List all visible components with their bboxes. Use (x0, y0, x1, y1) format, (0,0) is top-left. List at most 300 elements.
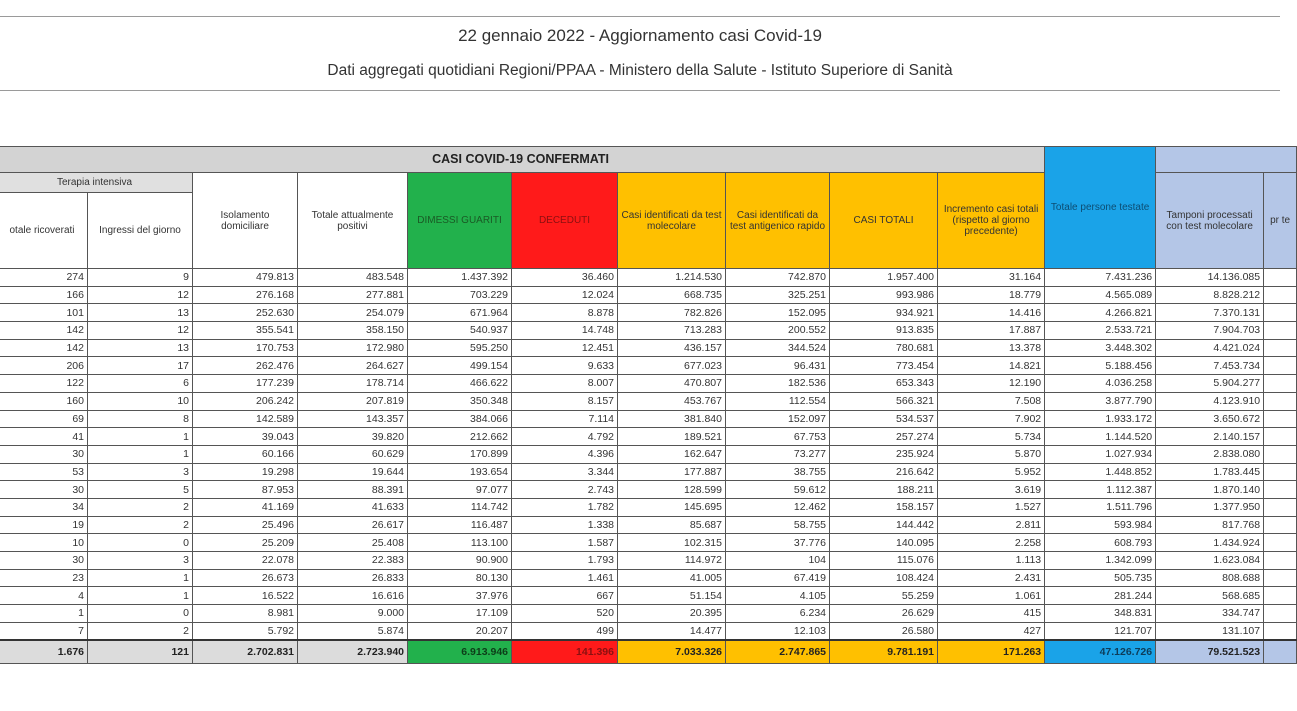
cell-casi-test-molecolare: 145.695 (618, 498, 726, 516)
cell-deceduti: 36.460 (512, 269, 618, 287)
cell-incremento-casi: 14.821 (938, 357, 1045, 375)
cell-totale-ricoverati: 34 (0, 498, 88, 516)
total-totale-persone-testate: 47.126.726 (1045, 640, 1156, 664)
cell-totale-persone-testate: 593.984 (1045, 516, 1156, 534)
cell-partial (1264, 269, 1297, 287)
col-header-casi-totali: CASI TOTALI (830, 173, 938, 269)
cell-casi-totali: 993.986 (830, 286, 938, 304)
cell-isolamento-domiciliare: 262.476 (193, 357, 298, 375)
cell-casi-test-antigenico: 152.095 (726, 304, 830, 322)
group-header-terapia-intensiva: Terapia intensiva (0, 173, 193, 193)
cell-totale-attualmente-positivi: 178.714 (298, 375, 408, 393)
cell-ingressi-del-giorno: 2 (88, 622, 193, 640)
cell-isolamento-domiciliare: 5.792 (193, 622, 298, 640)
cell-dimessi-guariti: 17.109 (408, 605, 512, 623)
cell-totale-persone-testate: 1.342.099 (1045, 552, 1156, 570)
col-header-casi-test-antigenico: Casi identificati da test antigenico rapido (726, 173, 830, 269)
cell-casi-test-antigenico: 742.870 (726, 269, 830, 287)
table-row (0, 269, 1297, 287)
cell-partial (1264, 463, 1297, 481)
cell-totale-ricoverati: 1 (0, 605, 88, 623)
cell-casi-test-antigenico: 12.462 (726, 498, 830, 516)
cell-dimessi-guariti: 80.130 (408, 569, 512, 587)
cell-totale-attualmente-positivi: 26.617 (298, 516, 408, 534)
cell-tamponi-molecolare: 14.136.085 (1156, 269, 1264, 287)
cell-dimessi-guariti: 1.437.392 (408, 269, 512, 287)
cell-partial (1264, 445, 1297, 463)
cell-casi-test-antigenico: 67.419 (726, 569, 830, 587)
top-rule (0, 16, 1280, 17)
cell-deceduti: 8.878 (512, 304, 618, 322)
table-row (0, 534, 1297, 552)
cell-isolamento-domiciliare: 252.630 (193, 304, 298, 322)
total-partial (1264, 640, 1297, 664)
cell-casi-test-molecolare: 102.315 (618, 534, 726, 552)
cell-totale-persone-testate: 4.036.258 (1045, 375, 1156, 393)
cell-incremento-casi: 31.164 (938, 269, 1045, 287)
cell-casi-test-antigenico: 58.755 (726, 516, 830, 534)
cell-totale-ricoverati: 274 (0, 269, 88, 287)
cell-deceduti: 1.338 (512, 516, 618, 534)
total-casi-test-antigenico: 2.747.865 (726, 640, 830, 664)
cell-incremento-casi: 13.378 (938, 339, 1045, 357)
cell-totale-attualmente-positivi: 254.079 (298, 304, 408, 322)
table-row (0, 322, 1297, 340)
cell-isolamento-domiciliare: 177.239 (193, 375, 298, 393)
cell-totale-ricoverati: 10 (0, 534, 88, 552)
cell-ingressi-del-giorno: 3 (88, 552, 193, 570)
cell-incremento-casi: 12.190 (938, 375, 1045, 393)
col-header-totale-persone-testate: Totale persone testate (1045, 147, 1156, 269)
table-row (0, 587, 1297, 605)
cell-casi-test-molecolare: 20.395 (618, 605, 726, 623)
cell-incremento-casi: 14.416 (938, 304, 1045, 322)
cell-isolamento-domiciliare: 87.953 (193, 481, 298, 499)
cell-tamponi-molecolare: 7.904.703 (1156, 322, 1264, 340)
cell-incremento-casi: 5.870 (938, 445, 1045, 463)
cell-totale-persone-testate: 281.244 (1045, 587, 1156, 605)
table-row (0, 516, 1297, 534)
cell-casi-test-molecolare: 470.807 (618, 375, 726, 393)
table-row (0, 622, 1297, 640)
cell-totale-ricoverati: 30 (0, 445, 88, 463)
cell-totale-attualmente-positivi: 25.408 (298, 534, 408, 552)
cell-incremento-casi: 427 (938, 622, 1045, 640)
cell-casi-test-antigenico: 59.612 (726, 481, 830, 499)
cell-incremento-casi: 1.113 (938, 552, 1045, 570)
total-ingressi-del-giorno: 121 (88, 640, 193, 664)
cell-tamponi-molecolare: 4.123.910 (1156, 392, 1264, 410)
cell-totale-ricoverati: 122 (0, 375, 88, 393)
col-header-dimessi-guariti: DIMESSI GUARITI (408, 173, 512, 269)
cell-incremento-casi: 2.811 (938, 516, 1045, 534)
cell-partial (1264, 375, 1297, 393)
cell-tamponi-molecolare: 808.688 (1156, 569, 1264, 587)
cell-dimessi-guariti: 466.622 (408, 375, 512, 393)
cell-casi-test-antigenico: 67.753 (726, 428, 830, 446)
cell-isolamento-domiciliare: 22.078 (193, 552, 298, 570)
cell-casi-totali: 115.076 (830, 552, 938, 570)
cell-partial (1264, 339, 1297, 357)
table-row (0, 552, 1297, 570)
total-incremento-casi: 171.263 (938, 640, 1045, 664)
cell-totale-ricoverati: 23 (0, 569, 88, 587)
table-row (0, 304, 1297, 322)
page-title: 22 gennaio 2022 - Aggiornamento casi Covid-19 (458, 26, 822, 45)
cell-casi-test-molecolare: 189.521 (618, 428, 726, 446)
total-casi-test-molecolare: 7.033.326 (618, 640, 726, 664)
cell-casi-test-molecolare: 51.154 (618, 587, 726, 605)
cell-totale-attualmente-positivi: 264.627 (298, 357, 408, 375)
cell-dimessi-guariti: 170.899 (408, 445, 512, 463)
cell-isolamento-domiciliare: 276.168 (193, 286, 298, 304)
cell-dimessi-guariti: 90.900 (408, 552, 512, 570)
cell-totale-attualmente-positivi: 22.383 (298, 552, 408, 570)
cell-casi-totali: 653.343 (830, 375, 938, 393)
cell-deceduti: 499 (512, 622, 618, 640)
cell-incremento-casi: 17.887 (938, 322, 1045, 340)
cell-casi-test-antigenico: 182.536 (726, 375, 830, 393)
cell-dimessi-guariti: 671.964 (408, 304, 512, 322)
cell-casi-test-antigenico: 6.234 (726, 605, 830, 623)
cell-ingressi-del-giorno: 6 (88, 375, 193, 393)
total-casi-totali: 9.781.191 (830, 640, 938, 664)
cell-casi-test-molecolare: 162.647 (618, 445, 726, 463)
cell-isolamento-domiciliare: 25.209 (193, 534, 298, 552)
cell-ingressi-del-giorno: 12 (88, 286, 193, 304)
cell-totale-attualmente-positivi: 207.819 (298, 392, 408, 410)
cell-casi-test-molecolare: 128.599 (618, 481, 726, 499)
cell-totale-ricoverati: 41 (0, 428, 88, 446)
cell-casi-totali: 55.259 (830, 587, 938, 605)
cell-isolamento-domiciliare: 142.589 (193, 410, 298, 428)
cell-ingressi-del-giorno: 2 (88, 516, 193, 534)
cell-casi-test-molecolare: 668.735 (618, 286, 726, 304)
table-row (0, 569, 1297, 587)
cell-partial (1264, 622, 1297, 640)
col-header-incremento-casi: Incremento casi totali (rispetto al giorno precedente) (938, 173, 1045, 269)
cell-casi-test-antigenico: 104 (726, 552, 830, 570)
cell-tamponi-molecolare: 1.623.084 (1156, 552, 1264, 570)
cell-casi-totali: 257.274 (830, 428, 938, 446)
cell-casi-test-molecolare: 782.826 (618, 304, 726, 322)
cell-ingressi-del-giorno: 1 (88, 428, 193, 446)
cell-casi-test-molecolare: 381.840 (618, 410, 726, 428)
cell-isolamento-domiciliare: 41.169 (193, 498, 298, 516)
cell-tamponi-molecolare: 334.747 (1156, 605, 1264, 623)
cell-partial (1264, 481, 1297, 499)
cell-ingressi-del-giorno: 13 (88, 339, 193, 357)
cell-totale-ricoverati: 142 (0, 322, 88, 340)
cell-totale-ricoverati: 166 (0, 286, 88, 304)
col-header-tamponi-molecolare: Tamponi processati con test molecolare (1156, 173, 1264, 269)
cell-totale-persone-testate: 1.448.852 (1045, 463, 1156, 481)
cell-deceduti: 3.344 (512, 463, 618, 481)
cell-partial (1264, 569, 1297, 587)
cell-deceduti: 4.396 (512, 445, 618, 463)
cell-incremento-casi: 415 (938, 605, 1045, 623)
cell-totale-ricoverati: 53 (0, 463, 88, 481)
total-tamponi-molecolare: 79.521.523 (1156, 640, 1264, 664)
cell-dimessi-guariti: 212.662 (408, 428, 512, 446)
table-row (0, 428, 1297, 446)
cell-deceduti: 667 (512, 587, 618, 605)
cell-totale-ricoverati: 30 (0, 481, 88, 499)
cell-casi-test-antigenico: 12.103 (726, 622, 830, 640)
cell-incremento-casi: 2.258 (938, 534, 1045, 552)
cell-casi-test-antigenico: 96.431 (726, 357, 830, 375)
col-header-ingressi-del-giorno: Ingressi del giorno (88, 193, 193, 269)
table-row (0, 339, 1297, 357)
cell-ingressi-del-giorno: 0 (88, 605, 193, 623)
cell-deceduti: 7.114 (512, 410, 618, 428)
cell-ingressi-del-giorno: 2 (88, 498, 193, 516)
cell-dimessi-guariti: 499.154 (408, 357, 512, 375)
cell-partial (1264, 516, 1297, 534)
col-header-deceduti: DECEDUTI (512, 173, 618, 269)
cell-casi-test-antigenico: 152.097 (726, 410, 830, 428)
cell-casi-test-antigenico: 4.105 (726, 587, 830, 605)
cell-partial (1264, 286, 1297, 304)
cell-totale-persone-testate: 1.144.520 (1045, 428, 1156, 446)
cell-dimessi-guariti: 116.487 (408, 516, 512, 534)
cell-totale-attualmente-positivi: 5.874 (298, 622, 408, 640)
cell-casi-test-antigenico: 325.251 (726, 286, 830, 304)
cell-totale-persone-testate: 2.533.721 (1045, 322, 1156, 340)
cell-deceduti: 1.793 (512, 552, 618, 570)
total-deceduti: 141.396 (512, 640, 618, 664)
cell-tamponi-molecolare: 2.140.157 (1156, 428, 1264, 446)
cell-isolamento-domiciliare: 206.242 (193, 392, 298, 410)
cell-casi-test-molecolare: 114.972 (618, 552, 726, 570)
col-header-totale-ricoverati: otale ricoverati (0, 193, 88, 269)
cell-dimessi-guariti: 113.100 (408, 534, 512, 552)
cell-deceduti: 8.007 (512, 375, 618, 393)
cell-casi-test-molecolare: 41.005 (618, 569, 726, 587)
cell-casi-totali: 158.157 (830, 498, 938, 516)
cell-dimessi-guariti: 20.207 (408, 622, 512, 640)
cell-tamponi-molecolare: 131.107 (1156, 622, 1264, 640)
cell-deceduti: 14.748 (512, 322, 618, 340)
cell-totale-persone-testate: 1.933.172 (1045, 410, 1156, 428)
col-header-partial: pr te (1264, 173, 1297, 269)
cell-isolamento-domiciliare: 355.541 (193, 322, 298, 340)
cell-totale-ricoverati: 206 (0, 357, 88, 375)
cell-dimessi-guariti: 384.066 (408, 410, 512, 428)
cell-totale-ricoverati: 30 (0, 552, 88, 570)
cell-incremento-casi: 5.952 (938, 463, 1045, 481)
cell-tamponi-molecolare: 3.650.672 (1156, 410, 1264, 428)
cell-totale-attualmente-positivi: 60.629 (298, 445, 408, 463)
cell-ingressi-del-giorno: 13 (88, 304, 193, 322)
cell-casi-totali: 780.681 (830, 339, 938, 357)
cell-casi-totali: 144.442 (830, 516, 938, 534)
cell-isolamento-domiciliare: 26.673 (193, 569, 298, 587)
cell-totale-attualmente-positivi: 19.644 (298, 463, 408, 481)
cell-casi-totali: 235.924 (830, 445, 938, 463)
cell-isolamento-domiciliare: 25.496 (193, 516, 298, 534)
cell-totale-attualmente-positivi: 143.357 (298, 410, 408, 428)
cell-casi-test-antigenico: 73.277 (726, 445, 830, 463)
cell-totale-ricoverati: 7 (0, 622, 88, 640)
cell-totale-ricoverati: 101 (0, 304, 88, 322)
cell-ingressi-del-giorno: 17 (88, 357, 193, 375)
cell-casi-test-molecolare: 177.887 (618, 463, 726, 481)
cell-totale-attualmente-positivi: 41.633 (298, 498, 408, 516)
total-totale-attualmente-positivi: 2.723.940 (298, 640, 408, 664)
cell-casi-test-antigenico: 344.524 (726, 339, 830, 357)
table-row (0, 481, 1297, 499)
cell-tamponi-molecolare: 7.453.734 (1156, 357, 1264, 375)
total-isolamento-domiciliare: 2.702.831 (193, 640, 298, 664)
cell-dimessi-guariti: 350.348 (408, 392, 512, 410)
cell-dimessi-guariti: 193.654 (408, 463, 512, 481)
cell-isolamento-domiciliare: 170.753 (193, 339, 298, 357)
cell-totale-persone-testate: 1.027.934 (1045, 445, 1156, 463)
cell-isolamento-domiciliare: 19.298 (193, 463, 298, 481)
cell-deceduti: 4.792 (512, 428, 618, 446)
cell-casi-totali: 216.642 (830, 463, 938, 481)
totals-row (0, 640, 1297, 664)
table-row (0, 410, 1297, 428)
cell-totale-attualmente-positivi: 9.000 (298, 605, 408, 623)
cell-casi-test-antigenico: 37.776 (726, 534, 830, 552)
cell-partial (1264, 552, 1297, 570)
cell-casi-totali: 1.957.400 (830, 269, 938, 287)
cell-deceduti: 1.587 (512, 534, 618, 552)
cell-totale-persone-testate: 608.793 (1045, 534, 1156, 552)
cell-tamponi-molecolare: 8.828.212 (1156, 286, 1264, 304)
cell-partial (1264, 587, 1297, 605)
cell-totale-ricoverati: 4 (0, 587, 88, 605)
cell-totale-ricoverati: 69 (0, 410, 88, 428)
cell-incremento-casi: 3.619 (938, 481, 1045, 499)
cell-casi-totali: 566.321 (830, 392, 938, 410)
cell-ingressi-del-giorno: 1 (88, 587, 193, 605)
cell-totale-ricoverati: 160 (0, 392, 88, 410)
cell-partial (1264, 392, 1297, 410)
cell-incremento-casi: 18.779 (938, 286, 1045, 304)
cell-casi-totali: 913.835 (830, 322, 938, 340)
cell-tamponi-molecolare: 2.838.080 (1156, 445, 1264, 463)
cell-totale-persone-testate: 7.431.236 (1045, 269, 1156, 287)
cell-totale-attualmente-positivi: 26.833 (298, 569, 408, 587)
cell-deceduti: 520 (512, 605, 618, 623)
cell-isolamento-domiciliare: 16.522 (193, 587, 298, 605)
cell-totale-attualmente-positivi: 483.548 (298, 269, 408, 287)
cell-tamponi-molecolare: 817.768 (1156, 516, 1264, 534)
cell-partial (1264, 357, 1297, 375)
cell-ingressi-del-giorno: 8 (88, 410, 193, 428)
table-row (0, 357, 1297, 375)
cell-deceduti: 2.743 (512, 481, 618, 499)
cell-deceduti: 1.782 (512, 498, 618, 516)
cell-totale-persone-testate: 505.735 (1045, 569, 1156, 587)
cell-isolamento-domiciliare: 39.043 (193, 428, 298, 446)
cell-ingressi-del-giorno: 1 (88, 445, 193, 463)
cell-totale-persone-testate: 1.511.796 (1045, 498, 1156, 516)
cell-incremento-casi: 2.431 (938, 569, 1045, 587)
cell-tamponi-molecolare: 568.685 (1156, 587, 1264, 605)
cell-ingressi-del-giorno: 5 (88, 481, 193, 499)
cell-incremento-casi: 7.508 (938, 392, 1045, 410)
page-subtitle: Dati aggregati quotidiani Regioni/PPAA - Ministero della Salute - Istituto Superiore di Sanità (327, 62, 953, 79)
cell-casi-test-molecolare: 713.283 (618, 322, 726, 340)
cell-casi-totali: 934.921 (830, 304, 938, 322)
cell-deceduti: 12.451 (512, 339, 618, 357)
col-header-casi-test-molecolare: Casi identificati da test molecolare (618, 173, 726, 269)
cell-tamponi-molecolare: 7.370.131 (1156, 304, 1264, 322)
cell-dimessi-guariti: 114.742 (408, 498, 512, 516)
cell-ingressi-del-giorno: 10 (88, 392, 193, 410)
cell-totale-ricoverati: 19 (0, 516, 88, 534)
col-header-totale-attualmente-positivi: Totale attualmente positivi (298, 173, 408, 269)
cell-tamponi-molecolare: 1.377.950 (1156, 498, 1264, 516)
cell-ingressi-del-giorno: 0 (88, 534, 193, 552)
cell-incremento-casi: 1.061 (938, 587, 1045, 605)
cell-ingressi-del-giorno: 1 (88, 569, 193, 587)
cell-totale-persone-testate: 4.565.089 (1045, 286, 1156, 304)
cell-totale-attualmente-positivi: 88.391 (298, 481, 408, 499)
cell-tamponi-molecolare: 1.870.140 (1156, 481, 1264, 499)
total-dimessi-guariti: 6.913.946 (408, 640, 512, 664)
cell-totale-persone-testate: 3.448.302 (1045, 339, 1156, 357)
cell-casi-totali: 773.454 (830, 357, 938, 375)
cell-totale-persone-testate: 5.188.456 (1045, 357, 1156, 375)
cell-partial (1264, 498, 1297, 516)
cell-totale-ricoverati: 142 (0, 339, 88, 357)
cell-totale-attualmente-positivi: 172.980 (298, 339, 408, 357)
cell-partial (1264, 428, 1297, 446)
total-totale-ricoverati: 1.676 (0, 640, 88, 664)
cell-incremento-casi: 7.902 (938, 410, 1045, 428)
cell-partial (1264, 322, 1297, 340)
cell-dimessi-guariti: 540.937 (408, 322, 512, 340)
cell-casi-test-molecolare: 436.157 (618, 339, 726, 357)
cell-casi-test-antigenico: 200.552 (726, 322, 830, 340)
cell-totale-persone-testate: 3.877.790 (1045, 392, 1156, 410)
cell-totale-persone-testate: 121.707 (1045, 622, 1156, 640)
cell-casi-test-molecolare: 677.023 (618, 357, 726, 375)
cell-partial (1264, 605, 1297, 623)
cell-totale-attualmente-positivi: 16.616 (298, 587, 408, 605)
cell-totale-persone-testate: 348.831 (1045, 605, 1156, 623)
cell-casi-test-molecolare: 14.477 (618, 622, 726, 640)
cell-isolamento-domiciliare: 479.813 (193, 269, 298, 287)
cell-incremento-casi: 1.527 (938, 498, 1045, 516)
col-header-isolamento-domiciliare: Isolamento domiciliare (193, 173, 298, 269)
cell-totale-persone-testate: 1.112.387 (1045, 481, 1156, 499)
cell-dimessi-guariti: 595.250 (408, 339, 512, 357)
cell-tamponi-molecolare: 4.421.024 (1156, 339, 1264, 357)
cell-deceduti: 8.157 (512, 392, 618, 410)
cell-dimessi-guariti: 97.077 (408, 481, 512, 499)
cell-tamponi-molecolare: 5.904.277 (1156, 375, 1264, 393)
header-spacer-lavender (1156, 147, 1297, 173)
cell-casi-totali: 26.580 (830, 622, 938, 640)
cell-deceduti: 12.024 (512, 286, 618, 304)
table-row (0, 392, 1297, 410)
cell-casi-test-molecolare: 85.687 (618, 516, 726, 534)
cell-casi-totali: 26.629 (830, 605, 938, 623)
cell-tamponi-molecolare: 1.434.924 (1156, 534, 1264, 552)
table-row (0, 605, 1297, 623)
cell-casi-totali: 188.211 (830, 481, 938, 499)
cell-isolamento-domiciliare: 60.166 (193, 445, 298, 463)
bottom-rule (0, 90, 1280, 91)
cell-totale-persone-testate: 4.266.821 (1045, 304, 1156, 322)
table-row (0, 286, 1297, 304)
